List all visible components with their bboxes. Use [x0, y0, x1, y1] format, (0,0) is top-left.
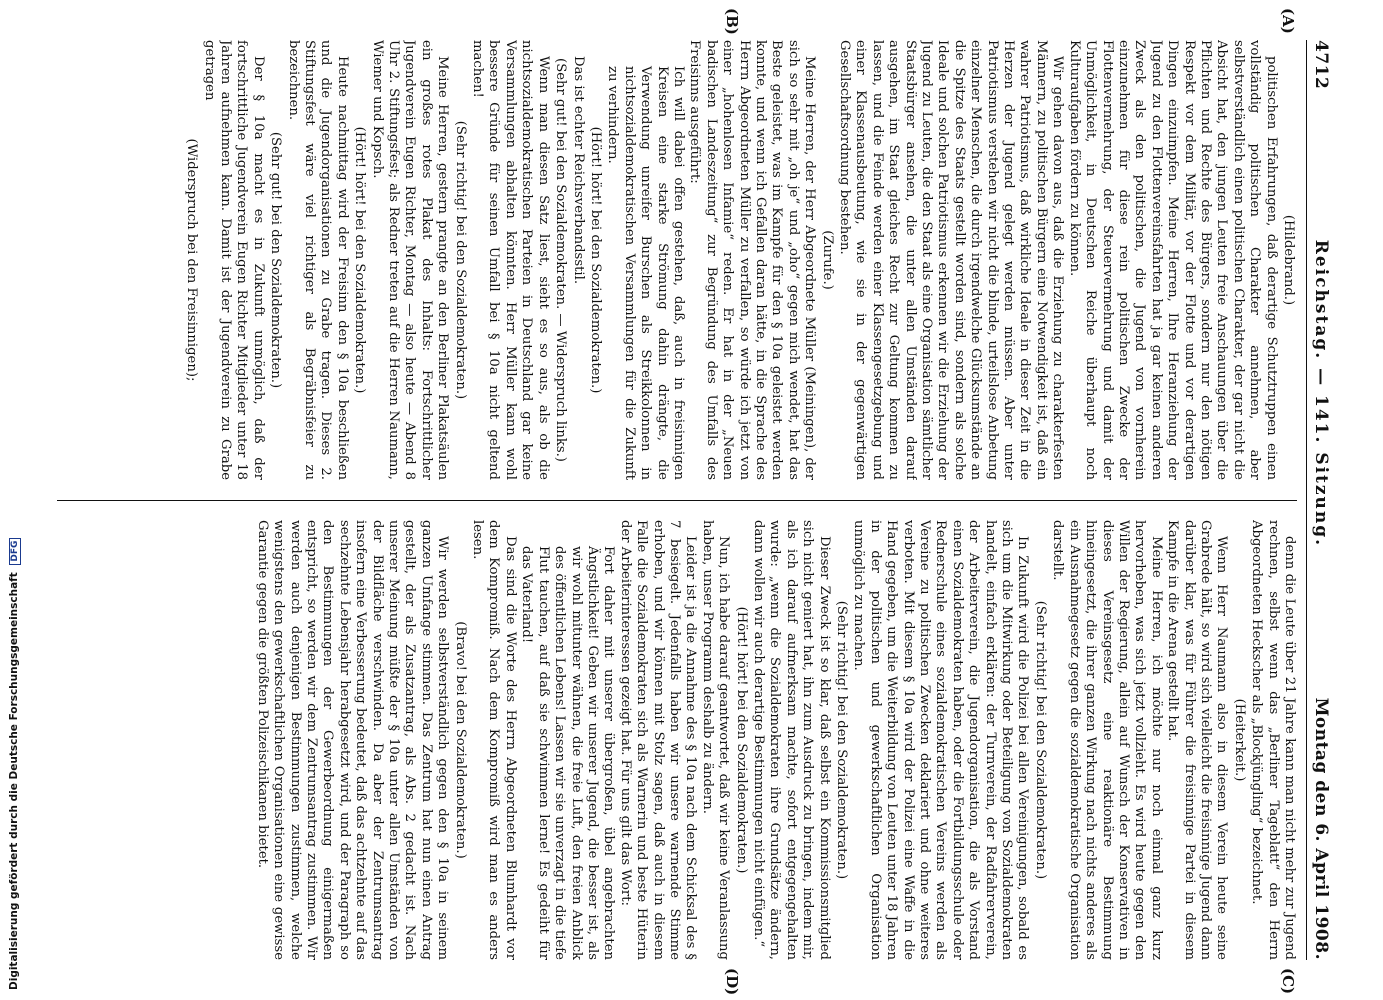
stage-direction: (Sehr richtig! bei den Sozialdemokraten.) [1032, 600, 1048, 880]
stage-direction: (Bravo! bei den Sozialdemokraten.) [452, 621, 468, 859]
stage-direction: (Hildebrand.) [1281, 214, 1296, 306]
stage-direction: (Heiterkeit.) [1231, 698, 1247, 782]
margin-letter-c: (C) [1279, 968, 1297, 995]
stage-direction: (Hört! hört! bei den Sozialdemokraten.) [733, 606, 749, 874]
paragraph: Nun, ich habe darauf geantwortet, daß wir keine Veranlassung haben, unser Programm deshalb zu ändern. [699, 520, 732, 960]
paragraph: Meine Herren, ich möchte nur noch einmal ganz kurz hervorheben, was sich jetzt vollzieht. Es wird heute gegen den Willen der Regierung, allein auf Wunsch der Konservativen in dieses Vereinsgesetz eine reaktionäre Bestimmung hineingesetzt, die ihrer ganzen Wirkung nach nichts anderes als ein Ausnahmegesetz gegen die sozialdemokratische Organisation darstellt. [1050, 520, 1164, 960]
page-number: 4712 [1311, 40, 1331, 90]
paragraph: Das ist echter Reichsverbandsstil. [570, 56, 586, 285]
paragraph: Meine Herren, gestern prangte an den Berliner Plakatsäulen ein großes rotes Plakat des Inhalts: Fortschrittlicher Jugendverein Eugen Richter, Montag — also heute — Abend 8 Uhr 2. Stiftungsfest; als Redner treten auf die Herren Naumann, Wiemer und Kopsch. [369, 40, 451, 480]
session-title: Reichstag. — 141. Sitzung. [1311, 239, 1331, 548]
paragraph: Heute nachmittag wird der Freisinn den § 10a beschließen und die Jugendorganisationen zu Grabe tragen. Dieses 2. Stiftungsfest wäre viel richtiger als Begräbnisfeier zu bezeichnen. [285, 40, 350, 480]
paragraph: Wir werden selbstverständlich gegen den § 10a in seinem ganzen Umfange stimmen. Das Zentrum hat nun einen Antrag gestellt, der als Zusatzantrag, als Abs. 2 gedacht ist. Nach unserer Meinung müßte der § 10a unter allen Umständen von der Bildfläche verschwinden. Da aber der Zentrumsantrag insofern eine Verbesserung bedeutet, daß das achtzehnte auf das sechzehnte Lebensjahr herabgesetzt wird, und der Paragraph so den Bestimmungen der Gewerbeordnung einigermaßen entspricht, so werden wir dem Zentrumsantrag zustimmen. Wir werden auch denjenigen Bestimmungen zustimmen, welche wenigstens den gewerkschaftlichen Organisationen eine gewisse Garantie gegen die größten Polizeischikanen bietet. [254, 520, 451, 960]
margin-letter-a: (A) [1279, 8, 1297, 34]
column-divider [57, 500, 1297, 501]
left-column [57, 40, 1297, 480]
stage-direction: (Sehr gut! bei den Sozialdemokraten.) [268, 131, 284, 389]
session-date: Montag den 6. April 1908. [1311, 697, 1331, 960]
document-page [41, 0, 1341, 1000]
dfg-logo-icon: DFG [9, 538, 21, 565]
margin-letter-d: (D) [723, 968, 741, 996]
paragraph: Der § 10a macht es in Zukunft unmöglich, daß der fortschrittliche Jugendverein Eugen Richter Mitglieder unter 18 Jahren aufnehmen kann. Damit ist der Jugendverein zu Grabe getragen [201, 40, 266, 480]
paragraph: Wenn man diesen Satz liest, sieht es so aus, als ob die nichtsozialdemokratischen Parteien in Deutschland gar keine Versammlungen abhalten könnten. Herr Müller kann wohl bessere Gründe für seinen Umfall bei § 10a nicht geltend machen! [470, 40, 551, 480]
paragraph: Leider ist ja die Annahme des § 10a nach dem Schicksal des § 7 besiegelt. Jedenfalls haben wir unsere warnende Stimme erhoben, und wir können mit Stolz sagen, daß auch in diesem Falle die Sozialdemokraten sich als Warnerin und beste Hüterin der Arbeiterinteressen gezeigt hat. Für uns gilt das Wort: [617, 520, 699, 960]
paragraph: Ich will dabei offen gestehen, daß, auch in freisinnigen Kreisen eine starke Strömung dahin drängte, die Verwendung unreifer Burschen als Streikkolonnen in nichtsozialdemokratischen Versammlungen für die Zukunft zu verhindern. [605, 66, 686, 480]
paragraph: In Zukunft wird die Polizei bei allen Vereinigungen, sobald es sich um die Mitwirkung oder Beteiligung von Sozialdemokraten handelt, einfach erklären: der Turnverein, der Radfahrerverein, der Arbeiterverein, die Jugendorganisation, die als Vorstand einen Sozialdemokraten haben, oder die Fortbildungsschule oder Rednerschule eines sozialdemokratischen Vereins werden als Vereine zu politischen Zwecken deklariert und ohne weiteres verboten. Mit diesem § 10a wird der Polizei eine Waffe in die Hand gegeben, um die Weiterbildung von Leuten unter 18 Jahren in der politischen und gewerkschaftlichen Organisation unmöglich zu machen. [851, 520, 1031, 960]
stage-direction: (Zurufe.) [819, 230, 835, 290]
paragraph: Fort daher mit unserer übergroßen, übel angebrachten Ängstlichkeit! Geben wir unserer Jugend, die besser ist, als wir wohl mitunter wähnen, die freie Luft, den freien Anblick des öffentlichen Lebens! Lassen wir sie unverzagt in die tiefe Flut tauchen, auf daß sie schwimmen lerne! Es gedeiht für das Vaterland! [519, 546, 617, 960]
paragraph: Wenn Herr Naumann also in diesem Verein heute seine Grabrede hält, so wird sich vielleicht die freisinnige Jugend dann darüber klar, was für Führer die freisinnige Partei in diesem Kampfe in die Arena gestellt hat. [1165, 520, 1230, 960]
paragraph: Dieser Zweck ist so klar, daß selbst ein Kommissionsmitglied sich nicht geniert hat, ihn zum Ausdruck zu bringen, indem mir, als ich darauf aufmerksam machte, sofort entgegengehalten wurde: „wenn die Sozialdemokraten ihre Grundsätze ändern, dann wollen wir auch derartige Bestimmungen nicht einfügen.“ [751, 520, 832, 960]
paragraph: Wir gehen davon aus, daß die Erziehung zu charakterfesten Männern, zu politischen Bürgern eine Notwendigkeit ist, daß ein wahrer Patriotismus, daß wirkliche Ideale in dieser Zeit in die Herzen der Jugend gelegt werden müssen. Aber unter Patriotismus verstehen wir nicht die blinde, urteilslose Anbetung einzelner Menschen, die durch irgendwelche Glücksumstände an die Spitze des Staats gestellt worden sind, sondern als solche Ideale und solchen Patriotismus erkennen wir die Erziehung der Jugend zu Leuten, die den Staat als eine Organisation sämtlicher Staatsbürger ansehen, die unter allen Umständen darauf ausgehen, im Staat gleiches Recht zur Geltung kommen zu lassen, und die Feinde werden einer Klassengesetzgebung und einer Klassenausbeutung, wie sie in der gegenwärtigen Gesellschaftsordnung bestehen. [837, 40, 1066, 480]
paragraph: denn die Leute über 21 Jahre kann man nicht mehr zur Jugend rechnen, selbst wenn das „Berliner Tageblatt“ den Herrn Abgeordneten Heckscher als „Blockjüngling“ bezeichnet. [1249, 520, 1297, 960]
footer-text: Digitalisierung gefördert durch die Deutsche Forschungsgemeinschaft [8, 572, 20, 990]
right-column [57, 520, 1297, 960]
stage-direction: (Hört! hört! bei den Sozialdemokraten.) [587, 126, 603, 394]
digitization-footer [8, 0, 28, 990]
header-rule [1306, 40, 1307, 960]
stage-direction: (Widerspruch bei den Freisinnigen); [184, 138, 200, 382]
page-header [1309, 40, 1333, 960]
stage-direction: (Hört! hört! bei den Sozialdemokraten.) [352, 126, 368, 394]
margin-letter-b: (B) [723, 8, 741, 35]
stage-direction: (Sehr richtig! bei den Sozialdemokraten.) [834, 600, 850, 880]
paragraph: Meine Herren, der Herr Abgeordnete Müller (Meiningen), der sich so sehr mit „oh je“ und „oho“ gegen mich wendet, hat das Beste geleistet, was im Kampfe für den § 10a geleistet werden konnte, und wenn ich Gefallen daran hätte, in die Sprache des Herrn Abgeordneten Müller zu verfallen, so würde ich jetzt von einer „hohenlosen Infamie“ reden. Er hat in der „Neuen badischen Landeszeitung“ zur Begründung des Umfalls des Freisinns ausgeführt: [687, 40, 818, 480]
stage-direction: (Sehr richtig! bei den Sozialdemokraten.) [452, 120, 468, 400]
paragraph: politischen Erfahrungen, daß derartige Schutztruppen einen vollständig politischen Charakter annehmen, aber selbstverständlich einen politischen Charakter, der gar nicht die Absicht hat, den jungen Leuten freie Anschauungen über die Pflichten und Rechte des Bürgers, sondern nur den nötigen Respekt vor dem Militär, vor der Flotte und vor derartigen Dingen einzuimpfen. Meine Herren, Ihre Heranziehung der Jugend zu den Flottenvereinsfahrten hat ja gar keinen anderen Zweck als den politischen, die Jugend von vornherein einzunehmen für diese rein politischen Zwecke der Flottenvermehrung, der Steuervermehrung und damit der Unmöglichkeit, in Deutschen Reiche überhaupt noch Kulturaufgaben fördern zu können. [1066, 40, 1279, 480]
stage-direction: (Sehr gut! bei den Sozialdemokraten. — Widerspruch links.) [553, 58, 569, 462]
paragraph: Das sind die Worte des Herrn Abgeordneten Blumhardt vor dem Kompromiß. Nach dem Kompromiß wird man es anders lesen. [470, 520, 518, 960]
